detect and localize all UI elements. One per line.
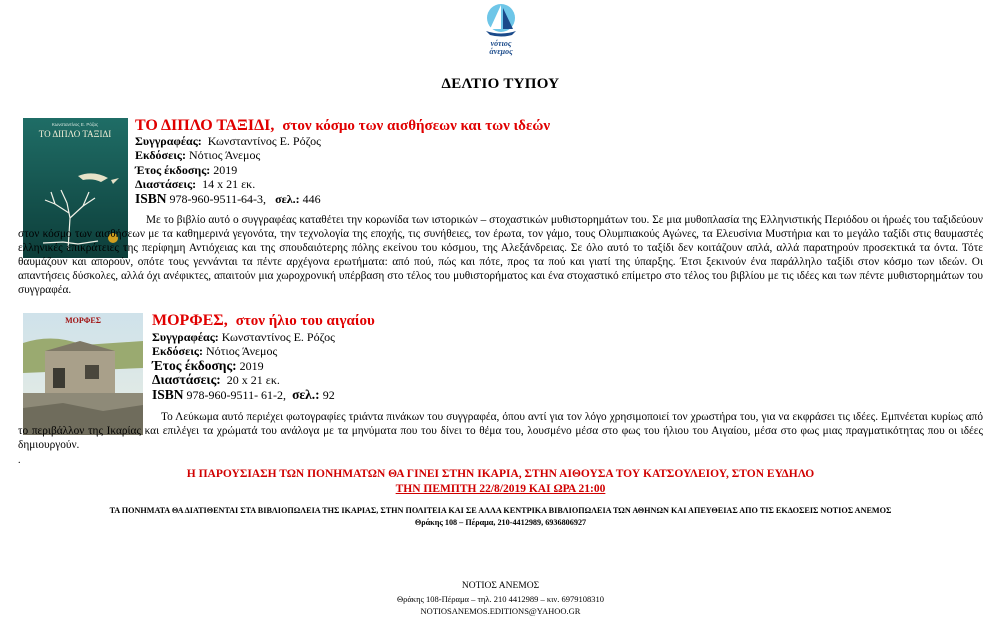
logo-caption-line2: άνεμος (489, 47, 513, 56)
event-datetime: ΤΗΝ ΠΕΜΠΤΗ 22/8/2019 ΚΑΙ ΩΡΑ 21:00 (395, 483, 606, 495)
footer-email[interactable]: NOTIOSANEMOS.EDITIONS@YAHOO.GR (420, 606, 581, 616)
book-title-sub: στον ήλιο του αιγαίου (235, 313, 375, 329)
book-description-2: Το Λεύκωμα αυτό περιέχει φωτογραφίες τριάντα πινάκων του συγγραφέα, όπου αντί για τον λόγο χρησιμοποιεί τον χρωστήρα του, για να εκφράσει τις ιδέες. Εμπνέεται κυρίως από το περιβάλλον της Ικαρίας και επιλέγει τα χρώματά του ανάλογα με τα μηνύματα που του δίνει το θέμα του, λουσμένο μέσα στο φως του ήλιου του Αιγαίου, μέσα στο φως μιας πραγματικότητας που οι ιδέες δημιουργούν. (18, 411, 983, 451)
stray-dot: . (18, 455, 21, 466)
logo-caption (470, 40, 532, 56)
book-description-1: Με το βιβλίο αυτό ο συγγραφέας καταθέτει την κορωνίδα των ιστορικών – στοχαστικών μυθιστορημάτων του. Σε μια μυθοπλασία της Ελληνιστικής Περιόδου οι ήρωές του ταξιδεύουν στον κόσμο των αισθήσεων με τα καθημερινά γεγονότα, την τεχνολογία της εποχής, τις συνήθειες, τον έρωτα, τον γάμο, τους Ολυμπιακούς Αγώνες, τα Ελευσίνια Μυστήρια και το μεγάλο ταξίδι στις θαυμαστές ελληνικές επικράτειες της περίφημη Αντιόχειας και της σπουδαιότερης πόλης εκείνου του κόσμου, της Αλεξάνδρειας. Σε όλο αυτό το ταξίδι δεν κοιτάζουν απλά, αλλά παρατηρούν προσεκτικά τα όντα. Τότε θαυμάζουν και απορούν, οπότε τους γεννάνται τα πέντε αρχέγονα ερωτήματα: από πού, πώς και πότε, προς τα πού και γιατί της ύπαρξης. Έτσι ξεκινούν ένα παράλληλο ταξίδι στον κόσμο των ιδεών. Οι απαντήσεις δύσκολες, αλλά όχι ανέφικτες, απαιτούν μια χωροχρονική υπέρβαση στο τέλος του μυθιστορήματος και ένα στοχαστικό επίμετρο στο τέλος του βιβλίου με τις ιδέες και των πέντε μυθιστορημάτων του συγγραφέα. (18, 214, 983, 296)
book-title-main: ΤΟ ΔΙΠΛΟ ΤΑΞΙΔΙ, (135, 117, 275, 134)
press-release-title: ΔΕΛΤΙΟ ΤΥΠΟΥ (441, 76, 560, 92)
event-location: Η ΠΑΡΟΥΣΙΑΣΗ ΤΩΝ ΠΟΝΗΜΑΤΩΝ ΘΑ ΓΙΝΕΙ ΣΤΗΝ ΙΚΑΡΙΑ, ΣΤΗΝ ΑΙΘΟΥΣΑ ΤΟΥ ΚΑΤΣΟΥΛΕΙΟΥ, ΣΤΟΝ ΕΥΔΗΛΟ (186, 468, 815, 480)
book-title-2 (152, 312, 375, 330)
pages: 446 (302, 191, 321, 206)
logo-caption-line1: νότιος (490, 39, 512, 48)
footer-name: ΝΟΤΙΟΣ ΑΝΕΜΟΣ (461, 581, 540, 591)
book-title-main: ΜΟΡΦΕΣ, (152, 312, 228, 329)
cover-title-text: ΤΟ ΔΙΠΛΟ ΤΑΞΙΔΙ (38, 129, 112, 139)
availability-contact: Θράκης 108 – Πέραμα, 210-4412989, 6936806927 (414, 518, 587, 527)
availability-note: ΤΑ ΠΟΝΗΜΑΤΑ ΘΑ ΔΙΑΤΙΘΕΝΤΑΙ ΣΤΑ ΒΙΒΛΙΟΠΩΛΕΙΑ ΤΗΣ ΙΚΑΡΙΑΣ, ΣΤΗΝ ΠΟΛΙΤΕΙΑ ΚΑΙ ΣΕ ΑΛΛΑ ΚΕΝΤΡΙΚΑ ΒΙΒΛΙΟΠΩΛΕΙΑ ΤΩΝ ΑΘΗΝΩΝ ΚΑΙ ΑΠΕΥΘΕΙΑΣ ΑΠΟ ΤΙΣ ΕΚΔΟΣΕΙΣ ΝΟΤΙΟΣ ΑΝΕΜΟΣ (109, 506, 892, 515)
book-title-1 (135, 117, 550, 135)
book-meta-1: Συγγραφέας: Κωνσταντίνος Ε. Ρόζος Εκδόσεις: Νότιος Άνεμος Έτος έκδοσης: 2019 Διαστάσεις: 14 x 21 εκ. ISBN 978-960-9511-64-3, σελ.: 446 (135, 134, 321, 206)
cover-author-text: Κωνσταντίνος Ε. Ρόζος (51, 122, 99, 127)
book-meta-2: Συγγραφέας: Κωνσταντίνος Ε. Ρόζος Εκδόσεις: Νότιος Άνεμος Έτος έκδοσης: 2019 Διαστάσεις: 20 x 21 εκ. ISBN 978-960-9511- 61-2, σελ.: 92 (152, 330, 335, 402)
footer-address: Θράκης 108-Πέραμα – τηλ. 210 4412989 – κιν. 6979108310 (396, 594, 605, 604)
isbn: 978-960-9511- 61-2, (186, 387, 287, 402)
author: Κωνσταντίνος Ε. Ρόζος (207, 134, 321, 148)
year: 2019 (239, 358, 264, 373)
book-title-sub: στον κόσμο των αισθήσεων και των ιδεών (282, 118, 551, 134)
author: Κωνσταντίνος Ε. Ρόζος (221, 330, 335, 344)
publisher: Νότιος Άνεμος (188, 148, 261, 163)
dimensions: 14 x 21 εκ. (202, 177, 256, 192)
isbn: 978-960-9511-64-3, (169, 191, 267, 206)
pages: 92 (322, 387, 335, 402)
cover-title-text: ΜΟΡΦΕΣ (65, 316, 101, 325)
dimensions: 20 x 21 εκ. (226, 373, 280, 388)
year: 2019 (213, 162, 238, 177)
publisher: Νότιος Άνεμος (205, 344, 278, 359)
